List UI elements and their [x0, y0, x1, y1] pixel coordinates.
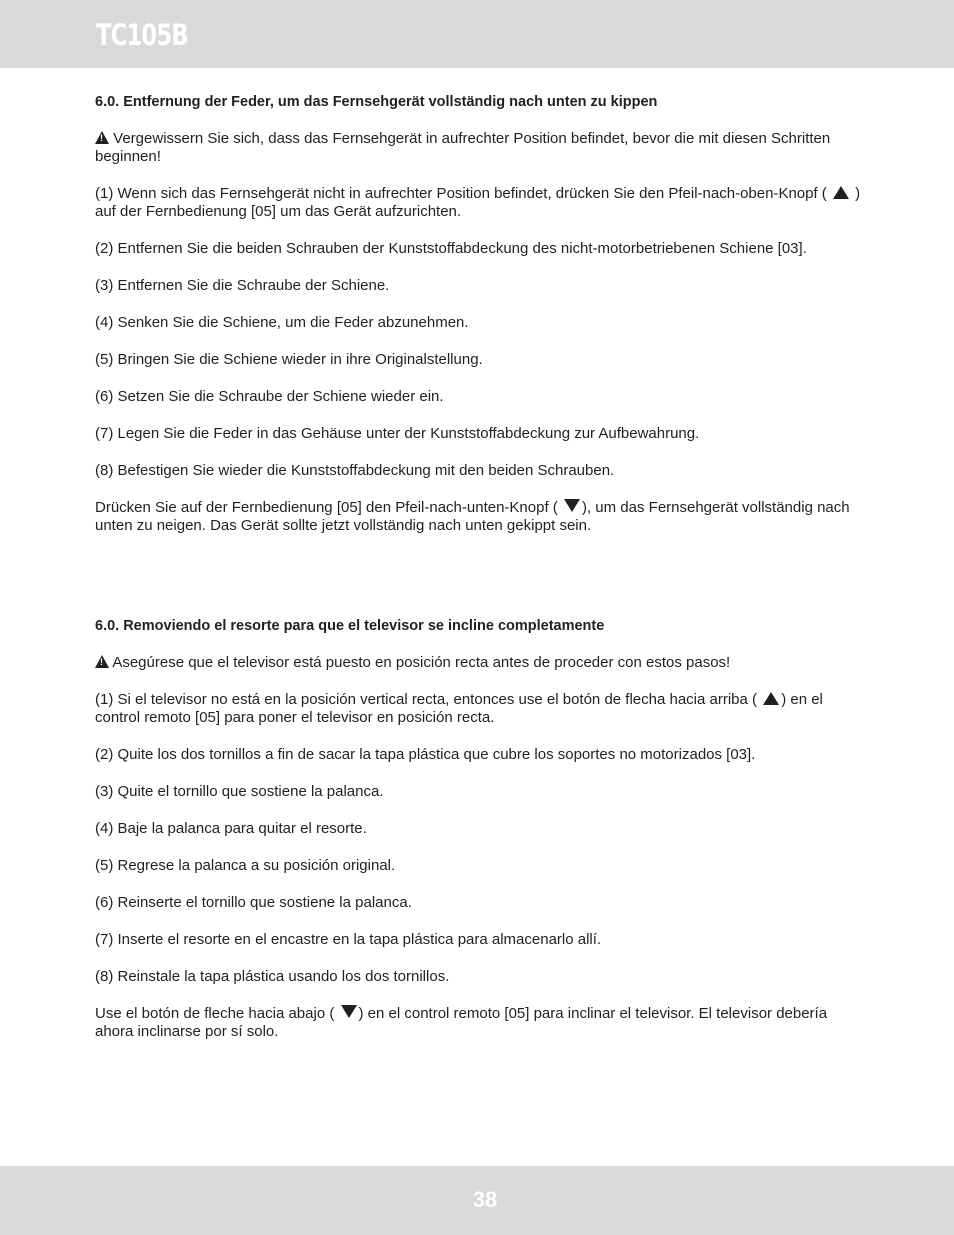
spanish-final-text-b: ) en el control remoto [05] para inclinar el televisor. El televisor debería ahora inclinarse por sí solo. [95, 1005, 828, 1040]
german-step-1 [95, 185, 865, 221]
german-step-7: (7) Legen Sie die Feder in das Gehäuse unter der Kunststoffabdeckung zur Aufbewahrung. [95, 425, 700, 442]
german-step-4: (4) Senken Sie die Schiene, um die Feder abzunehmen. [95, 314, 469, 331]
german-step-1-text-a: (1) Wenn sich das Fernsehgerät nicht in aufrechter Position befindet, drücken Sie den Pfeil-nach-oben-Knopf ( [95, 185, 827, 202]
spanish-heading: 6.0. Removiendo el resorte para que el televisor se incline completamente [95, 618, 605, 634]
spanish-step-6: (6) Reinserte el tornillo que sostiene la palanca. [95, 894, 412, 911]
arrow-up-icon [833, 186, 849, 199]
page-number: 38 [472, 1187, 498, 1212]
model-title: TC105B [96, 18, 188, 52]
arrow-down-icon [564, 499, 580, 512]
spanish-warning [95, 654, 865, 672]
german-warning [95, 130, 865, 166]
spanish-step-7: (7) Inserte el resorte en el encastre en la tapa plástica para almacenarlo allí. [95, 931, 602, 948]
arrow-down-icon [341, 1005, 357, 1018]
warning-icon [95, 655, 109, 668]
warning-icon [95, 131, 109, 144]
spanish-warning-text: Asegúrese que el televisor está puesto en posición recta antes de proceder con estos pasos! [109, 654, 731, 671]
german-final [95, 499, 865, 535]
german-warning-text: Vergewissern Sie sich, dass das Fernsehgerät in aufrechter Position befindet, bevor die mit diesen Schritten beginnen! [95, 130, 831, 165]
german-step-6: (6) Setzen Sie die Schraube der Schiene wieder ein. [95, 388, 444, 405]
spanish-step-1 [95, 691, 865, 727]
spanish-step-3: (3) Quite el tornillo que sostiene la palanca. [95, 783, 384, 800]
page-header [0, 0, 954, 68]
arrow-up-icon [763, 692, 779, 705]
german-final-text-b: ), um das Fernsehgerät vollständig nach unten zu neigen. Das Gerät sollte jetzt vollständig nach unten gekippt sein. [95, 499, 850, 534]
spanish-step-2: (2) Quite los dos tornillos a fin de sacar la tapa plástica que cubre los soportes no motorizados [03]. [95, 746, 756, 763]
german-heading: 6.0. Entfernung der Feder, um das Fernsehgerät vollständig nach unten zu kippen [95, 94, 658, 110]
german-section [95, 93, 865, 554]
spanish-step-5: (5) Regrese la palanca a su posición original. [95, 857, 396, 874]
spanish-step-8: (8) Reinstale la tapa plástica usando los dos tornillos. [95, 968, 450, 985]
german-step-3: (3) Entfernen Sie die Schraube der Schiene. [95, 277, 390, 294]
spanish-step-1-text-b: ) en el control remoto [05] para poner el televisor en posición recta. [95, 691, 823, 726]
german-step-5: (5) Bringen Sie die Schiene wieder in ihre Originalstellung. [95, 351, 483, 368]
spanish-final [95, 1005, 865, 1041]
spanish-section [95, 617, 865, 1060]
spanish-final-text-a: Use el botón de fleche hacia abajo ( [95, 1005, 335, 1022]
spanish-step-1-text-a: (1) Si el televisor no está en la posición vertical recta, entonces use el botón de flecha hacia arriba ( [95, 691, 758, 708]
german-step-8: (8) Befestigen Sie wieder die Kunststoffabdeckung mit den beiden Schrauben. [95, 462, 615, 479]
page-footer [0, 1166, 954, 1235]
german-step-1-text-b: ) auf der Fernbedienung [05] um das Gerät aufzurichten. [95, 185, 861, 220]
german-step-2: (2) Entfernen Sie die beiden Schrauben der Kunststoffabdeckung des nicht-motorbetriebenen Schiene [03]. [95, 240, 807, 257]
german-final-text-a: Drücken Sie auf der Fernbedienung [05] den Pfeil-nach-unten-Knopf ( [95, 499, 558, 516]
spanish-step-4: (4) Baje la palanca para quitar el resorte. [95, 820, 367, 837]
